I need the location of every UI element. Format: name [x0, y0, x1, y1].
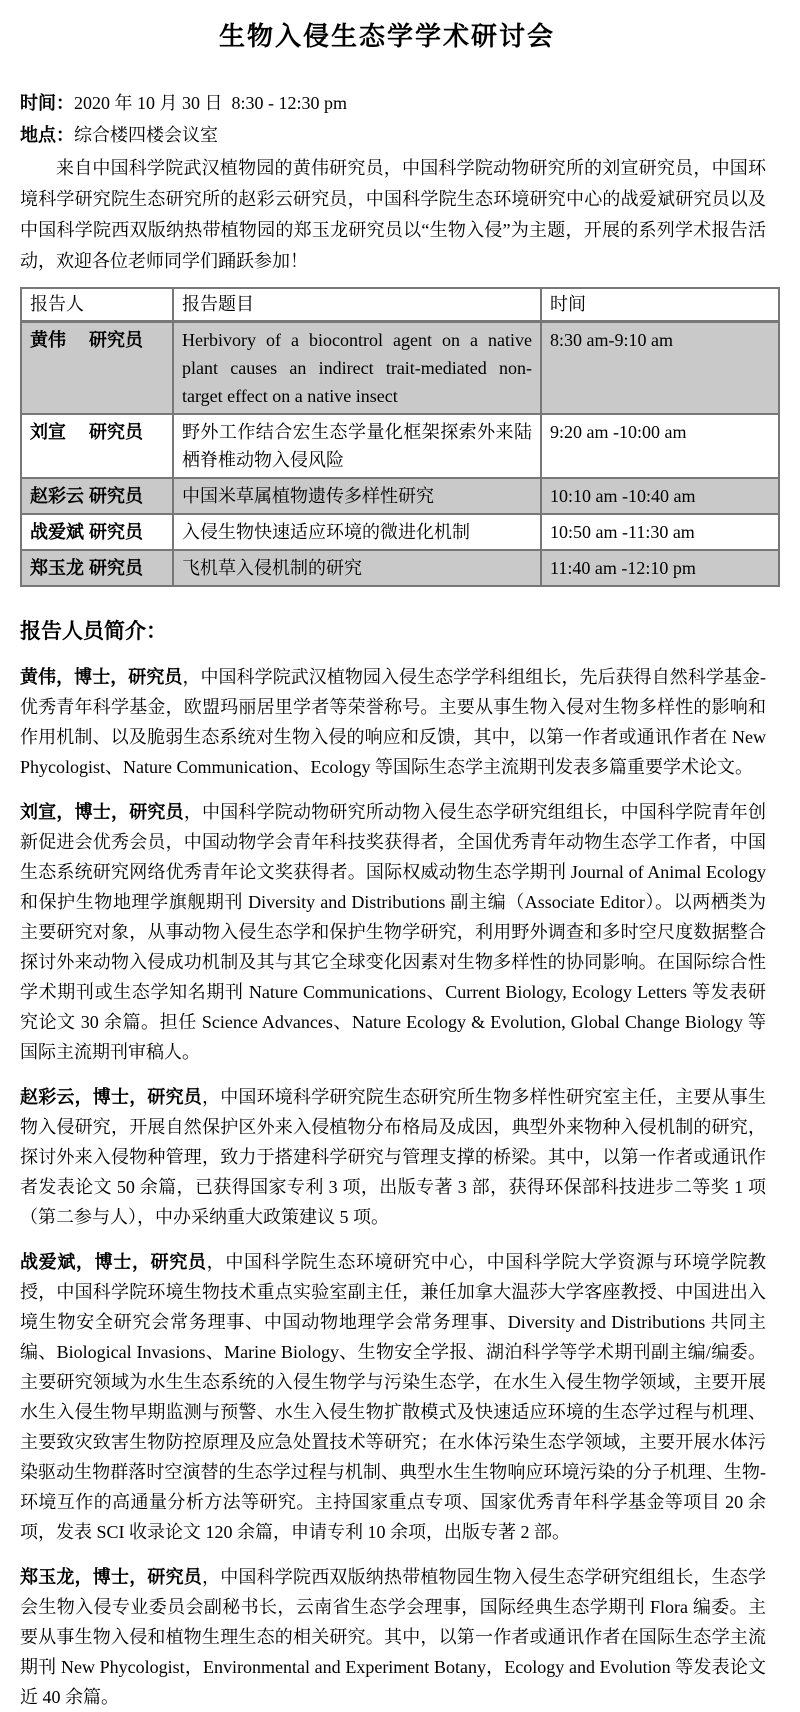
bio-name: 赵彩云，博士，研究员	[20, 1087, 202, 1107]
talk-time: 9:20 am -10:00 am	[541, 414, 779, 478]
bio-text: ，中国科学院西双版纳热带植物园生物入侵生态学研究组组长，生态学会生物入侵专业委员会副秘书长，云南省生态学会理事，国际经典生态学期刊 Flora 编委。主要从事生物入侵和植物生理生态的相关研究。其中，以第一作者或通讯作者在国际生态学主流期刊 New Phycologist，Environmental and Experiment Botany，Ecology and Evolution 等发表论文近 40 余篇。	[20, 1567, 766, 1707]
bio-paragraph-zhanaibin	[20, 1247, 766, 1547]
table-row-liuxuan	[21, 414, 779, 478]
bios-heading: 报告人员简介：	[20, 620, 167, 643]
talk-title: 野外工作结合宏生态学量化框架探索外来陆栖脊椎动物入侵风险	[173, 414, 541, 478]
bio-text: ，中国环境科学研究院生态研究所生物多样性研究室主任，主要从事生物入侵研究，开展自然保护区外来入侵植物分布格局及成因，典型外来物种入侵机制的研究，探讨外来入侵物种管理，致力于搭建科学研究与管理支撑的桥梁。其中，以第一作者或通讯作者发表论文 50 余篇，已获得国家专利 3 项，出版专著 3 部，获得环保部科技进步二等奖 1 项（第二参与人），中办采纳重大政策建议 5 项。	[20, 1087, 766, 1227]
time-line	[20, 87, 766, 119]
location-label: 地点：	[20, 125, 74, 145]
talk-time: 10:50 am -11:30 am	[541, 514, 779, 550]
schedule-table	[20, 287, 780, 587]
talk-time: 11:40 am -12:10 pm	[541, 550, 779, 586]
speaker-name: 刘宣 研究员	[21, 414, 173, 478]
table-row-huangwei	[21, 322, 779, 415]
table-row-zhanaibin	[21, 514, 779, 550]
location-line	[20, 119, 766, 151]
location-value: 综合楼四楼会议室	[74, 125, 218, 145]
bio-text: ，中国科学院动物研究所动物入侵生态学研究组组长，中国科学院青年创新促进会优秀会员，中国动物学会青年科技奖获得者，全国优秀青年动物生态学工作者，中国生态系统研究网络优秀青年论文奖获得者。国际权威动物生态学期刊 Journal of Animal Ecology 和保护生物地理学旗舰期刊 Diversity and Distributions 副主编（Associate Editor）。以两栖类为主要研究对象，从事动物入侵生态学和保护生物学研究，利用野外调查和多时空尺度数据整合探讨外来动物入侵成功机制及其与其它全球变化因素对生物多样性的协同影响。在国际综合性学术期刊或生态学知名期刊 Nature Communications、Current Biology, Ecology Letters 等发表研究论文 30 余篇。担任 Science Advances、Nature Ecology & Evolution, Global Change Biology 等国际主流期刊审稿人。	[20, 802, 767, 1062]
bio-name: 战爱斌，博士，研究员	[20, 1252, 207, 1272]
column-header-speaker: 报告人	[21, 288, 173, 322]
talk-title: Herbivory of a biocontrol agent on a native plant causes an indirect trait-mediated non-target effect on a native insect	[173, 322, 541, 415]
bio-text: ，中国科学院生态环境研究中心，中国科学院大学资源与环境学院教授，中国科学院环境生物技术重点实验室副主任，兼任加拿大温莎大学客座教授、中国进出入境生物安全研究会常务理事、中国动物地理学会常务理事、Diversity and Distributions 共同主编、Biological Invasions、Marine Biology、生物安全学报、湖泊科学等学术期刊副主编/编委。主要研究领域为水生生态系统的入侵生物学与污染生态学，在水生入侵生物学领域，主要开展水生入侵生物早期监测与预警、水生入侵生物扩散模式及快速适应环境的生态学过程与机理、主要致灾致害生物防控原理及应急处置技术等研究；在水体污染生态学领域，主要开展水体污染驱动生物群落时空演替的生态学过程与机制、典型水生生物响应环境污染的分子机理、生物-环境互作的高通量分析方法等研究。主持国家重点专项、国家优秀青年科学基金等项目 20 余项，发表 SCI 收录论文 120 余篇，申请专利 10 余项，出版专著 2 部。	[20, 1252, 767, 1542]
time-label: 时间：	[20, 93, 74, 113]
speaker-name: 战爱斌 研究员	[21, 514, 173, 550]
intro-paragraph: 来自中国科学院武汉植物园的黄伟研究员，中国科学院动物研究所的刘宣研究员，中国环境科学研究院生态研究所的赵彩云研究员，中国科学院生态环境研究中心的战爱斌研究员以及中国科学院西双版纳热带植物园的郑玉龙研究员以“生物入侵”为主题，开展的系列学术报告活动，欢迎各位老师同学们踊跃参加！	[20, 158, 766, 271]
bio-paragraph-liuxuan	[20, 797, 766, 1067]
table-row-zhengyulong	[21, 550, 779, 586]
speaker-name: 黄伟 研究员	[21, 322, 173, 415]
column-header-time: 时间	[541, 288, 779, 322]
page-title: 生物入侵生态学学术研讨会	[218, 21, 555, 51]
bio-name: 刘宣，博士，研究员	[20, 802, 184, 822]
bio-paragraph-huangwei	[20, 662, 766, 782]
table-row-zhaocaiyun	[21, 478, 779, 514]
talk-time: 10:10 am -10:40 am	[541, 478, 779, 514]
bio-name: 郑玉龙，博士，研究员	[20, 1567, 202, 1587]
bio-text: ，中国科学院武汉植物园入侵生态学学科组组长，先后获得自然科学基金-优秀青年科学基金，欧盟玛丽居里学者等荣誉称号。主要从事生物入侵对生物多样性的影响和作用机制、以及脆弱生态系统对生物入侵的响应和反馈，其中，以第一作者或通讯作者在 New Phycologist、Nature Communication、Ecology 等国际生态学主流期刊发表多篇重要学术论文。	[20, 667, 767, 777]
speaker-name: 郑玉龙 研究员	[21, 550, 173, 586]
bio-name: 黄伟，博士，研究员	[20, 667, 183, 687]
bio-paragraph-zhaocaiyun	[20, 1082, 766, 1232]
talk-title: 飞机草入侵机制的研究	[173, 550, 541, 586]
time-value: 2020 年 10 月 30 日 8:30 - 12:30 pm	[74, 93, 347, 113]
talk-title: 中国米草属植物遗传多样性研究	[173, 478, 541, 514]
talk-time: 8:30 am-9:10 am	[541, 322, 779, 415]
bio-paragraph-zhengyulong	[20, 1562, 766, 1712]
table-header-row	[21, 288, 779, 322]
column-header-topic: 报告题目	[173, 288, 541, 322]
speaker-name: 赵彩云 研究员	[21, 478, 173, 514]
talk-title: 入侵生物快速适应环境的微进化机制	[173, 514, 541, 550]
